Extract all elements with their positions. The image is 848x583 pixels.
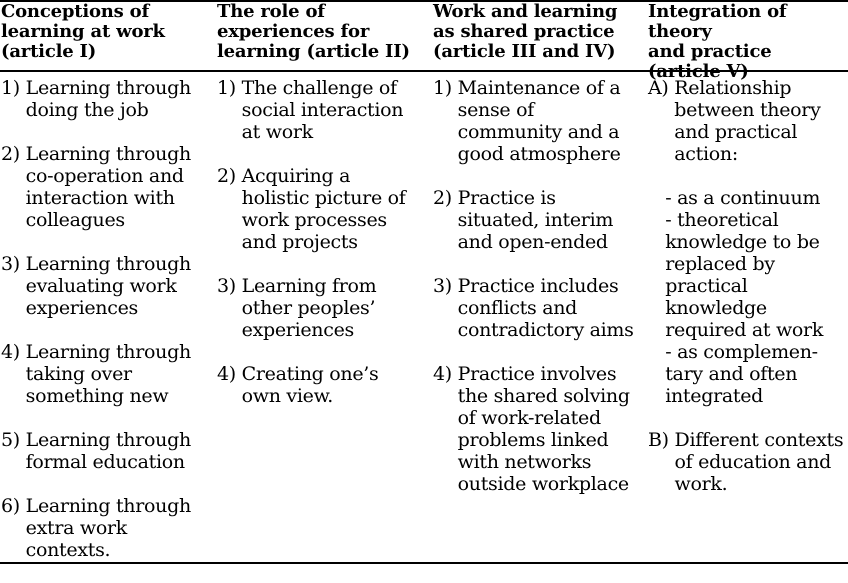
item-text: Learning through evaluating work experiences	[25, 253, 191, 319]
list-item	[433, 363, 643, 495]
item-number: 4)	[1, 341, 26, 363]
list-item	[433, 275, 643, 341]
item-number: 5)	[1, 429, 26, 451]
column-header: Integration of theory and practice (article V)	[648, 1, 787, 82]
item-text: Practice includes conflicts and contradictory aims	[457, 275, 634, 341]
column-items	[433, 77, 643, 517]
item-number: 2)	[433, 187, 458, 209]
column-header: The role of experiences for learning (article II)	[217, 1, 410, 62]
column-header: Work and learning as shared practice (article III and IV)	[433, 1, 618, 62]
item-text: Learning through co-operation and interaction with colleagues	[25, 143, 191, 231]
list-item	[217, 363, 427, 407]
item-number: 2)	[217, 165, 242, 187]
item-text: Practice involves the shared solving of work-related problems linked with networks outside workplace	[457, 363, 630, 495]
item-number: A)	[648, 77, 675, 99]
list-item	[217, 77, 427, 143]
column-items	[1, 77, 213, 583]
column-items	[217, 77, 427, 429]
item-text: Learning through formal education	[25, 429, 191, 473]
item-text: Learning from other peoples’ experiences	[241, 275, 377, 341]
item-number: 6)	[1, 495, 26, 517]
list-item	[648, 429, 848, 495]
item-text: Practice is situated, interim and open-ended	[457, 187, 614, 253]
item-number: 3)	[1, 253, 26, 275]
item-text: Creating one’s own view.	[241, 363, 379, 407]
item-text: Maintenance of a sense of community and a good atmosphere	[457, 77, 621, 165]
list-item	[648, 187, 848, 407]
item-number: 1)	[433, 77, 458, 99]
list-item	[433, 187, 643, 253]
item-number: 4)	[217, 363, 242, 385]
item-text: Learning through extra work contexts.	[25, 495, 191, 561]
column-header: Conceptions of learning at work (article I)	[1, 1, 165, 62]
item-number: 4)	[433, 363, 458, 385]
item-text: Learning through doing the job	[25, 77, 191, 121]
item-number: 3)	[433, 275, 458, 297]
list-item	[433, 77, 643, 165]
item-text: Relationship between theory and practical action:	[674, 77, 821, 165]
item-number	[648, 187, 665, 407]
list-item	[1, 495, 213, 561]
column-items	[648, 77, 848, 517]
item-text: The challenge of social interaction at work	[241, 77, 404, 143]
item-text: Learning through taking over something new	[25, 341, 191, 407]
list-item	[217, 165, 427, 253]
item-number: 2)	[1, 143, 26, 165]
list-item	[1, 77, 213, 121]
item-text: Acquiring a holistic picture of work processes and projects	[241, 165, 406, 253]
list-item	[1, 253, 213, 319]
list-item	[217, 275, 427, 341]
list-item	[1, 143, 213, 231]
item-number: 1)	[217, 77, 242, 99]
list-item	[1, 429, 213, 473]
item-number: B)	[648, 429, 675, 451]
item-subpoints: - as a continuum - theoretical knowledge to be replaced by practical knowledge required at work - as complemen- tary and often integrated	[665, 187, 824, 407]
item-text: Different contexts of education and work.	[674, 429, 844, 495]
list-item	[1, 341, 213, 407]
list-item	[648, 77, 848, 165]
item-number: 3)	[217, 275, 242, 297]
item-number: 1)	[1, 77, 26, 99]
